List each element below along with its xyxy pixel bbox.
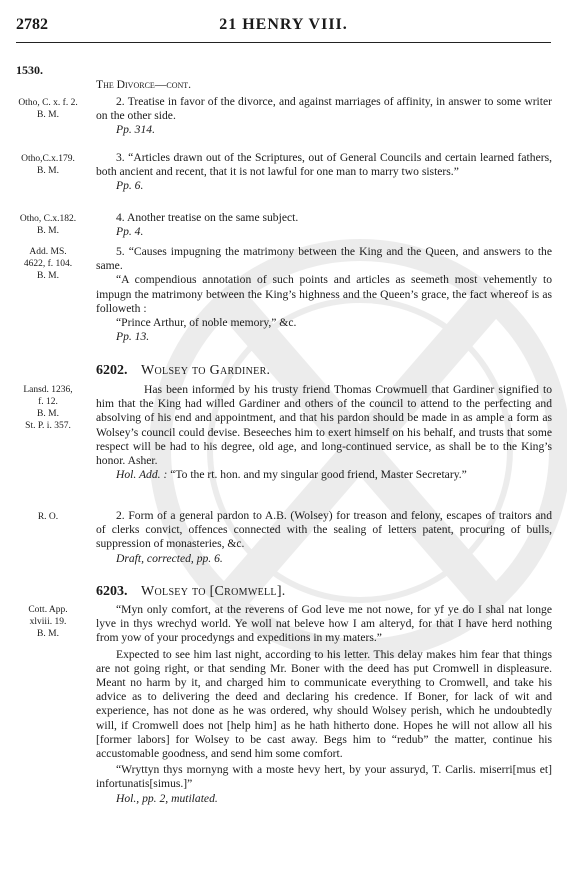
header-rule [16,42,551,43]
margin-line: B. M. [37,166,59,176]
entry-note: Pp. 13. [116,330,150,344]
hol-label: Hol. Add. : [116,468,168,482]
margin-line: R. O. [37,512,59,522]
pardon-text: 2. Form of a general pardon to A.B. (Wolsey) for treason and felony, escapes of traitors and of clerks convict, offences connected with the sealing of letters patent, procuring of bulls, suppression of monasteries, &c. [96,509,552,551]
entry-5 [96,245,552,344]
entry-2 [96,95,552,138]
entry-note: Pp. 4. [116,225,144,239]
section-heading-wrap [96,78,552,92]
margin-line: Otho, C.x.182. [19,214,77,224]
entry-text-2: “A compendious annotation of such points and articles as seemeth most vehemently to impugn the matrimony between the King’s highness and the Queen’s grace, the fact whereof is as followeth : [96,273,552,315]
margin-ref-entry-5 [12,246,84,282]
margin-line: Add. MS. [29,247,67,257]
margin-ref-6203 [12,604,84,640]
article-6203-body [96,603,552,806]
pardon-note: Draft, corrected, pp. 6. [116,551,223,565]
article-6202-pardon [96,509,552,566]
margin-line: Cott. App. [28,605,68,615]
article-title: Wolsey to [Cromwell]. [141,584,286,599]
entry-note: Pp. 6. [116,179,144,193]
article-note: Hol., pp. 2, mutilated. [116,791,218,805]
article-6202-heading [96,363,270,379]
margin-line: B. M. [37,110,59,120]
margin-line: Lansd. 1236, [23,385,73,395]
margin-line: St. P. i. 357. [25,421,71,431]
entry-text: 5. “Causes impugning the matrimony between the King and the Queen, and answers to the same. [96,245,552,273]
margin-ref-entry-3 [12,153,84,177]
article-title: Wolsey to Gardiner. [141,363,271,378]
entry-3 [96,151,552,194]
page-header [16,16,551,38]
margin-line: f. 12. [38,397,58,407]
article-number: 6202. [96,363,128,378]
margin-line: B. M. [37,629,59,639]
margin-ref-entry-2 [12,97,84,121]
entry-text: 3. “Articles drawn out of the Scriptures, out of General Councils and certain learned fathers, both ancient and recent, that it is not lawful for one man to marry two sisters.” [96,151,552,179]
margin-line: Otho, C. x. f. 2. [18,98,78,108]
running-title: 21 HENRY VIII. [219,16,348,33]
margin-ref-entry-4 [12,213,84,237]
article-number: 6203. [96,584,128,599]
margin-line: 4622, f. 104. [23,259,73,269]
entry-4 [96,211,552,239]
divorce-heading: The Divorce—cont. [96,78,192,91]
entry-note: Pp. 314. [116,123,155,137]
page-number: 2782 [16,16,48,33]
hol-text: “To the rt. hon. and my singular good friend, Master Secretary.” [170,468,467,482]
article-6203-heading [96,584,286,600]
margin-line: B. M. [37,226,59,236]
article-closing: “Wryttyn thys mornyng with a moste hevy hert, by your assuryd, T. Carlis. miserri[mus et] infortunatis[simus.]” [96,763,552,791]
margin-ref-6202 [12,384,84,432]
entry-text: 4. Another treatise on the same subject. [116,211,299,224]
margin-line: B. M. [37,409,59,419]
article-body-text: Expected to see him last night, according to his letter. This delay makes him fear that things are not going right, or that sending Mr. Boner with the deed has put Cromwell in displeasure. Meant no harm by it, and charged him to communicate everything to Cromwell, and take his advice as to delivering the deed and declaring his credence. If Boner, for lack of wit and experience, has not done as he was ordered, why should Wolsey perish, which he undoubtedly will, if Cromwell does not [help him] as he hath hitherto done. Hopes he will not allow all his [former labors] for Wolsey to be cast away. Begs him to “redub” the matter, continue his accustomable goodness, and send him some comfort. [96,647,552,761]
article-quote: “Myn only comfort, at the reverens of God leve me not nowe, for yf ye do I shal nat longe lyve in thys wrechyd world. Ye woll nat beleve how I am alteryd, for that I have herd nothing from yow of your procedyngs and expeditions in my maters.” [96,603,552,645]
margin-line: B. M. [37,271,59,281]
margin-ref-ro [12,511,84,523]
margin-line: Otho,C.x.179. [21,154,75,164]
article-body-text: Has been informed by his trusty friend Thomas Crowmuell that Gardiner signified to him that the King had willed Gardiner and others of the council to attend to the perfecting and absolving of his end and appointment, and that his pardon should be made in as ample a form as Wolsey’s council could devise. Beseeches him to exert himself on his behalf, and trusts that some respect will be had to his degree, old age, and long-continued service, as shall be to the King’s honor. Asher. [96,383,552,468]
year-label: 1530. [16,63,43,77]
article-6202-body [96,383,552,482]
margin-line: xlviii. 19. [29,617,67,627]
entry-text-3: “Prince Arthur, of noble memory,” &c. [116,316,297,330]
entry-text: 2. Treatise in favor of the divorce, and against marriages of affinity, in answer to some writer on the other side. [96,95,552,123]
